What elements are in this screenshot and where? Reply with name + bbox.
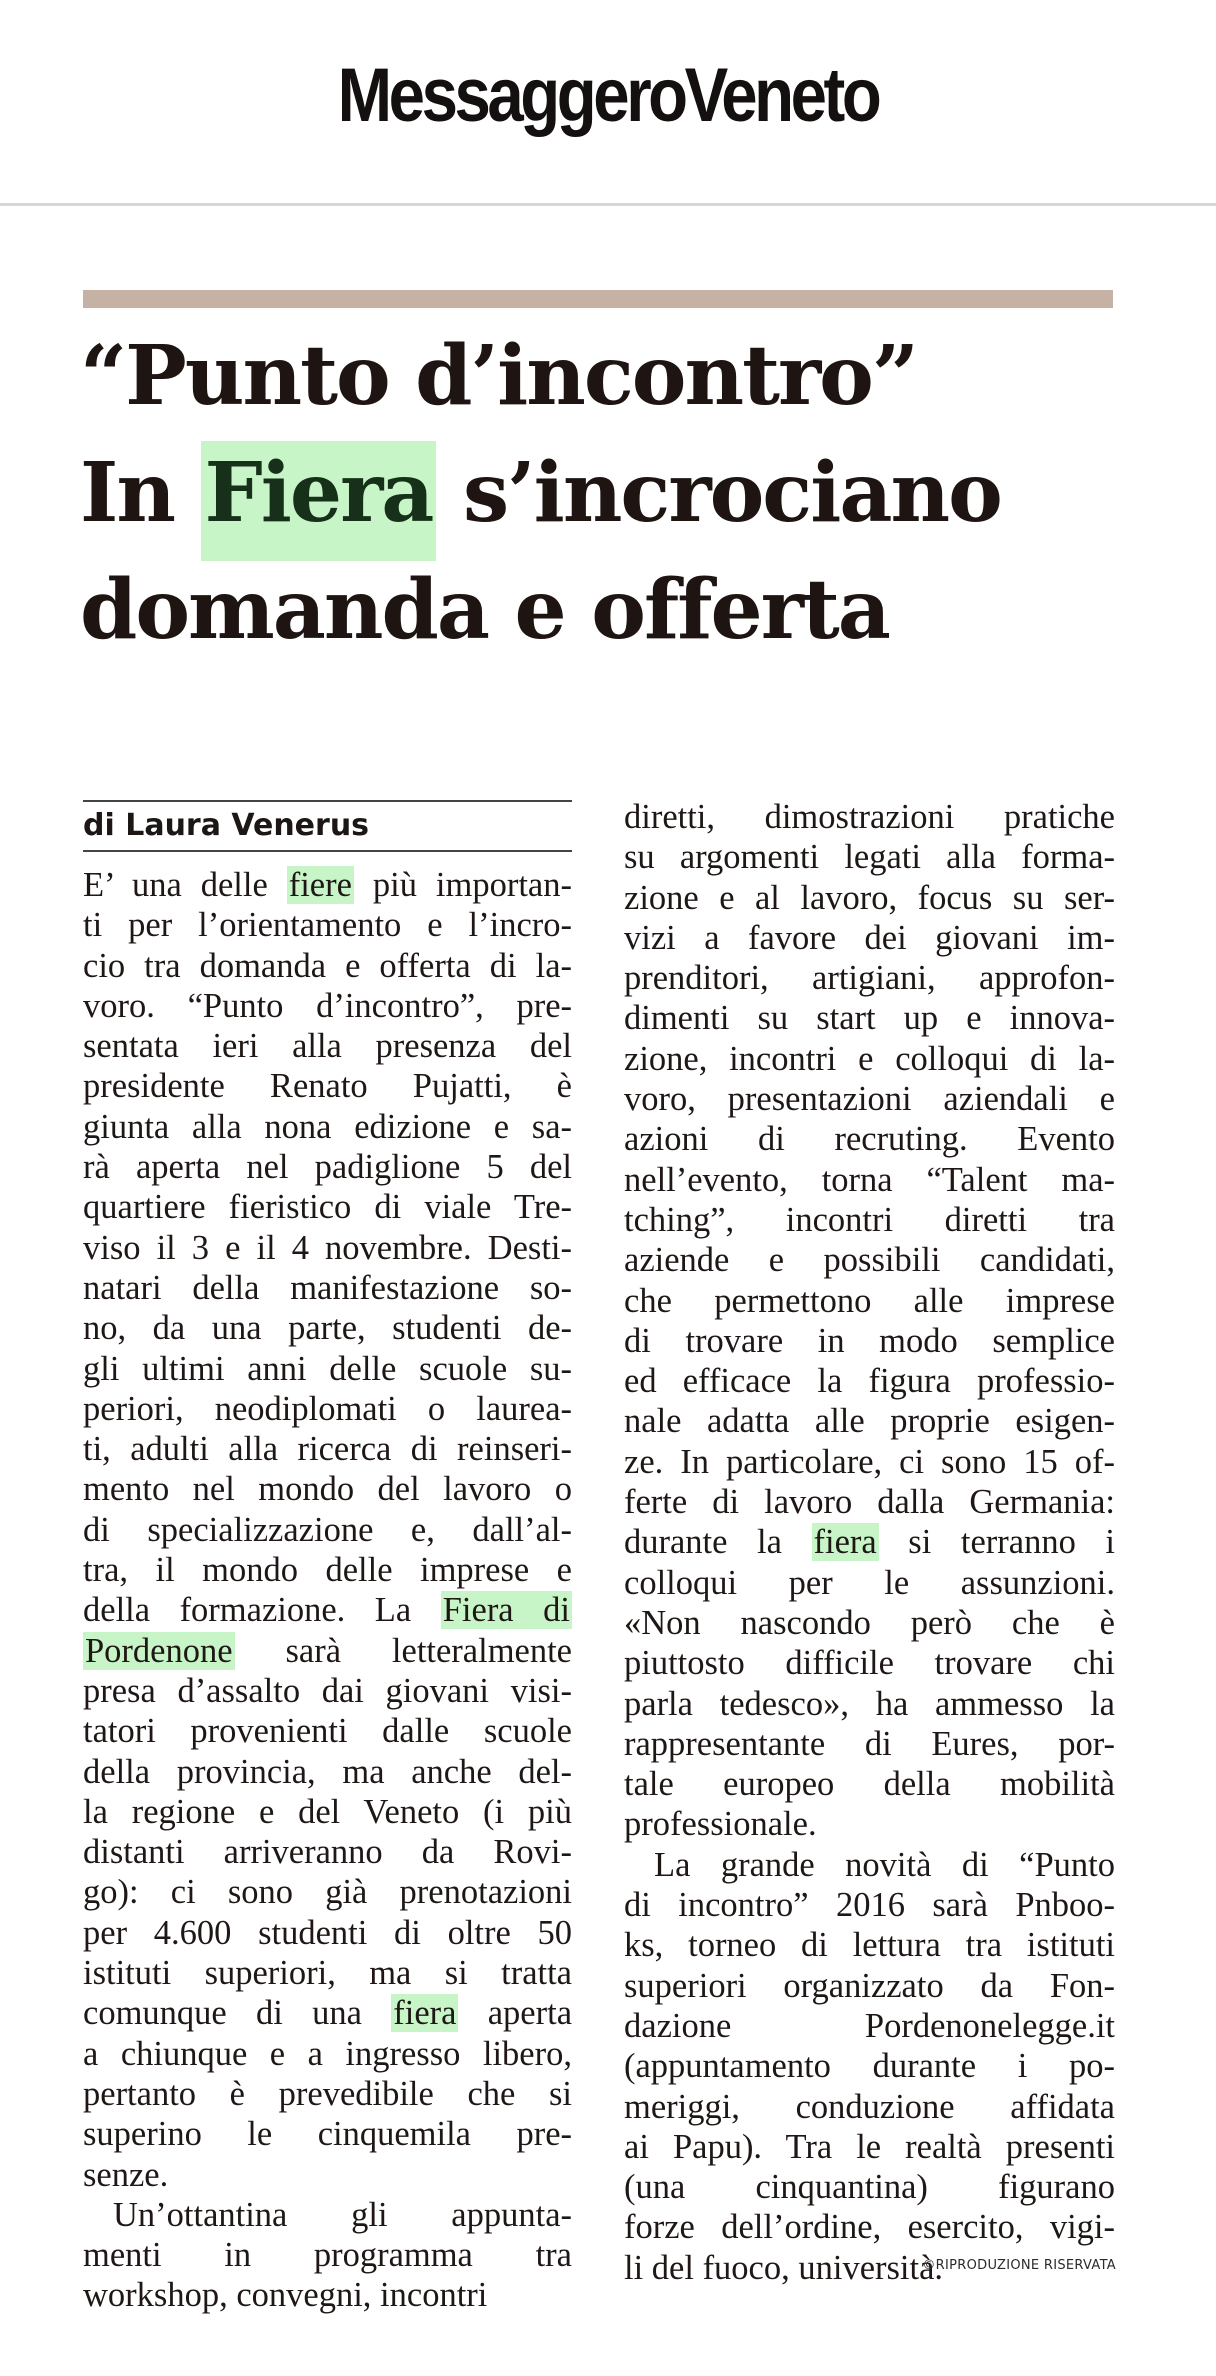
text-segment: Un’ottantina gli appunta- [113,2195,572,2234]
text-segment: vizi a favore dei giovani im- [624,918,1115,957]
article-text-line [83,1510,572,1550]
text-segment: professionale. [624,1805,817,1844]
article-text-line [83,1752,572,1792]
article-text-line [83,1308,572,1348]
text-segment: forze dell’ordine, esercito, vigi- [624,2208,1115,2247]
text-segment: colloqui per le assunzioni. [624,1563,1115,1602]
text-segment: no, da una parte, studenti de- [83,1309,572,1348]
article-text-line [624,1361,1115,1401]
article-text-line [83,1993,572,2033]
text-segment: senze. [83,2155,169,2194]
headline-line-3: domanda e offerta [80,562,889,658]
text-segment: ze. In particolare, ci sono 15 of- [624,1442,1115,1481]
headline-line-2-pre: In [80,445,201,541]
article-text-line [624,1966,1115,2006]
article-text-line [83,1469,572,1509]
text-segment: workshop, convegni, incontri [83,2276,488,2315]
article-text-line [83,1026,572,1066]
article-text-line [83,1187,572,1227]
text-segment: E’ una delle [83,866,287,904]
text-segment: comunque di una [83,1994,392,2033]
text-segment: ti, adulti alla ricerca di reinseri- [83,1430,572,1469]
article-text-line [624,1039,1115,1079]
article-text-line [83,946,572,986]
text-segment: diretti, dimostrazioni pratiche [624,798,1115,836]
text-segment: della formazione. La [83,1591,441,1630]
newspaper-logo: MessaggeroVeneto [337,53,879,138]
masthead [0,0,1216,206]
text-segment: quartiere fieristico di viale Tre- [83,1188,572,1227]
text-segment: dimenti su start up e innova- [624,999,1115,1038]
article-text-line [83,905,572,945]
article-text-line [83,2114,572,2154]
text-segment: più importan- [353,866,572,904]
text-segment: piuttosto difficile trovare chi [624,1644,1115,1683]
article-text-line [83,1631,572,1671]
article-text-line [83,2155,572,2195]
article-text-line [624,1522,1115,1562]
text-segment: che permettono alle imprese [624,1281,1115,1320]
text-segment: rappresentante di Eures, por- [624,1724,1115,1763]
article-text-line [624,1724,1115,1764]
article-text-line [624,1281,1115,1321]
text-segment: superiori organizzato da Fon- [624,1966,1115,2005]
article-text-line [624,1321,1115,1361]
article-text-line [624,878,1115,918]
text-segment: rà aperta nel padiglione 5 del [83,1148,572,1187]
article-text-line [624,2087,1115,2127]
text-segment: della provincia, ma anche del- [83,1752,572,1791]
article-text-line [624,1119,1115,1159]
text-segment: ed efficace la figura professio- [624,1362,1115,1401]
article-text-line [83,1107,572,1147]
article-text-line [83,2275,572,2315]
text-segment: periori, neodiplomati o laurea- [83,1389,572,1428]
article-text-line [624,1200,1115,1240]
text-segment: su argomenti legati alla forma- [624,838,1115,877]
search-highlight: fiere [288,866,352,904]
headline-rule-bar [83,290,1113,308]
article-column-right [624,797,1115,2288]
text-segment: presidente Renato Pujatti, è [83,1067,572,1106]
text-segment: (appuntamento durante i po- [624,2047,1115,2086]
article-text-line [83,1349,572,1389]
article-text-line [83,1913,572,1953]
article-text-line [83,1268,572,1308]
article-text-line [624,2006,1115,2046]
text-segment: sentata ieri alla presenza del [83,1027,572,1066]
text-segment: voro. “Punto d’incontro”, pre- [83,986,572,1025]
copyright-notice: ©RIPRODUZIONE RISERVATA [922,2258,1116,2273]
text-segment: «Non nascondo però che è [624,1603,1115,1642]
text-segment: nell’evento, torna “Talent ma- [624,1160,1115,1199]
text-segment: li del fuoco, università. [624,2248,944,2287]
text-segment: ai Papu). Tra le realtà presenti [624,2127,1115,2166]
text-segment: giunta alla nona edizione e sa- [83,1107,572,1146]
text-segment: voro, presentazioni aziendali e [624,1080,1115,1119]
search-highlight: fiera [813,1523,877,1562]
article-text-line [624,1804,1115,1844]
article-text-line [83,1671,572,1711]
text-segment: nale adatta alle proprie esigen- [624,1402,1115,1441]
article-text-line [624,1885,1115,1925]
article-text-line [624,1482,1115,1522]
text-segment: a chiunque e a ingresso libero, [83,2034,572,2073]
article-text-line [624,1442,1115,1482]
article-text-line [624,1764,1115,1804]
article-text-line [83,1590,572,1630]
article-text-line [624,998,1115,1038]
article-text-line [624,2207,1115,2247]
article-text-line [624,2167,1115,2207]
text-segment: (una cinquantina) figurano [624,2168,1115,2207]
article-text-line [624,1684,1115,1724]
text-segment: go): ci sono già prenotazioni [83,1873,572,1912]
headline-line-1: “Punto d’incontro” [80,328,918,424]
article-text-line [83,1711,572,1751]
text-segment: viso il 3 e il 4 novembre. Desti- [83,1228,572,1267]
article-text-line [624,1643,1115,1683]
text-segment: pertanto è prevedibile che si [83,2074,572,2113]
article-text-line [83,2034,572,2074]
headline-line-2-post: s’incrociano [436,445,1001,541]
text-segment: superino le cinquemila pre- [83,2115,572,2154]
article-text-line [624,1563,1115,1603]
text-segment: tale europeo della mobilità [624,1765,1115,1804]
article-headline [80,318,1140,669]
article-text-line [624,797,1115,837]
text-segment: gli ultimi anni delle scuole su- [83,1349,572,1388]
text-segment: parla tedesco», ha ammesso la [624,1684,1115,1723]
article-text-line [83,1228,572,1268]
text-segment: istituti superiori, ma si tratta [83,1954,572,1993]
text-segment: prenditori, artigiani, approfon- [624,959,1115,998]
text-segment: di incontro” 2016 sarà Pnboo- [624,1886,1115,1925]
article-text-line [624,1925,1115,1965]
text-segment: la regione e del Veneto (i più [83,1792,572,1831]
article-text-line [83,1550,572,1590]
article-text-line [624,958,1115,998]
search-highlight: Pordenone [85,1631,233,1670]
article-text-line [624,1160,1115,1200]
article-text-line [624,1401,1115,1441]
text-segment: zione, incontri e colloqui di la- [624,1039,1115,1078]
article-text-line [83,1429,572,1469]
text-segment: di trovare in modo semplice [624,1321,1115,1360]
article-column-left [83,865,572,2316]
article-text-line [83,2235,572,2275]
text-segment: sarà letteralmente [234,1631,572,1670]
article-text-line [624,1079,1115,1119]
article-text-line [624,2046,1115,2086]
article-text-line [83,1147,572,1187]
article-text-line [83,1832,572,1872]
text-segment: tra, il mondo delle imprese e [83,1551,572,1590]
article-text-line [83,1066,572,1106]
text-segment: ferte di lavoro dalla Germania: [624,1483,1115,1522]
article-text-line [83,2074,572,2114]
text-segment: tatori provenienti dalle scuole [83,1712,572,1751]
text-segment: tching”, incontri diretti tra [624,1200,1115,1239]
article-text-line [624,1603,1115,1643]
text-segment: durante la [624,1523,812,1562]
article-text-line [83,865,572,905]
article-text-line [83,1792,572,1832]
article-text-line [624,837,1115,877]
article-text-line [83,1389,572,1429]
search-highlight: Fiera di [442,1591,570,1630]
article-text-line [83,1953,572,1993]
text-segment: ti per l’orientamento e l’incro- [83,906,572,945]
headline-highlight-fiera: Fiera [201,441,437,561]
article-text-line [624,918,1115,958]
text-segment: La grande novità di “Punto [654,1845,1115,1884]
text-segment: mento nel mondo del lavoro o [83,1470,572,1509]
text-segment: natari della manifestazione so- [83,1268,572,1307]
article-text-line [624,1240,1115,1280]
text-segment: ks, torneo di lettura tra istituti [624,1926,1115,1965]
text-segment: aziende e possibili candidati, [624,1241,1115,1280]
text-segment: dazione Pordenonelegge.it [624,2006,1115,2045]
article-text-line [83,986,572,1026]
text-segment: meriggi, conduzione affidata [624,2087,1115,2126]
article-text-line [83,1872,572,1912]
text-segment: distanti arriveranno da Rovi- [83,1833,572,1872]
search-highlight: fiera [393,1994,457,2033]
text-segment: cio tra domanda e offerta di la- [83,946,572,985]
text-segment: menti in programma tra [83,2236,572,2275]
text-segment: azioni di recruting. Evento [624,1120,1115,1159]
text-segment: di specializzazione e, dall’al- [83,1510,572,1549]
article-text-line [624,1845,1115,1885]
article-text-line [624,2127,1115,2167]
article-text-line [83,2195,572,2235]
text-segment: per 4.600 studenti di oltre 50 [83,1913,572,1952]
article-byline: di Laura Venerus [83,800,572,852]
headline-line-2 [80,435,1140,552]
text-segment: aperta [458,1994,573,2033]
text-segment: si terranno i [878,1523,1115,1562]
text-segment: zione e al lavoro, focus su ser- [624,878,1115,917]
text-segment: presa d’assalto dai giovani visi- [83,1671,572,1710]
